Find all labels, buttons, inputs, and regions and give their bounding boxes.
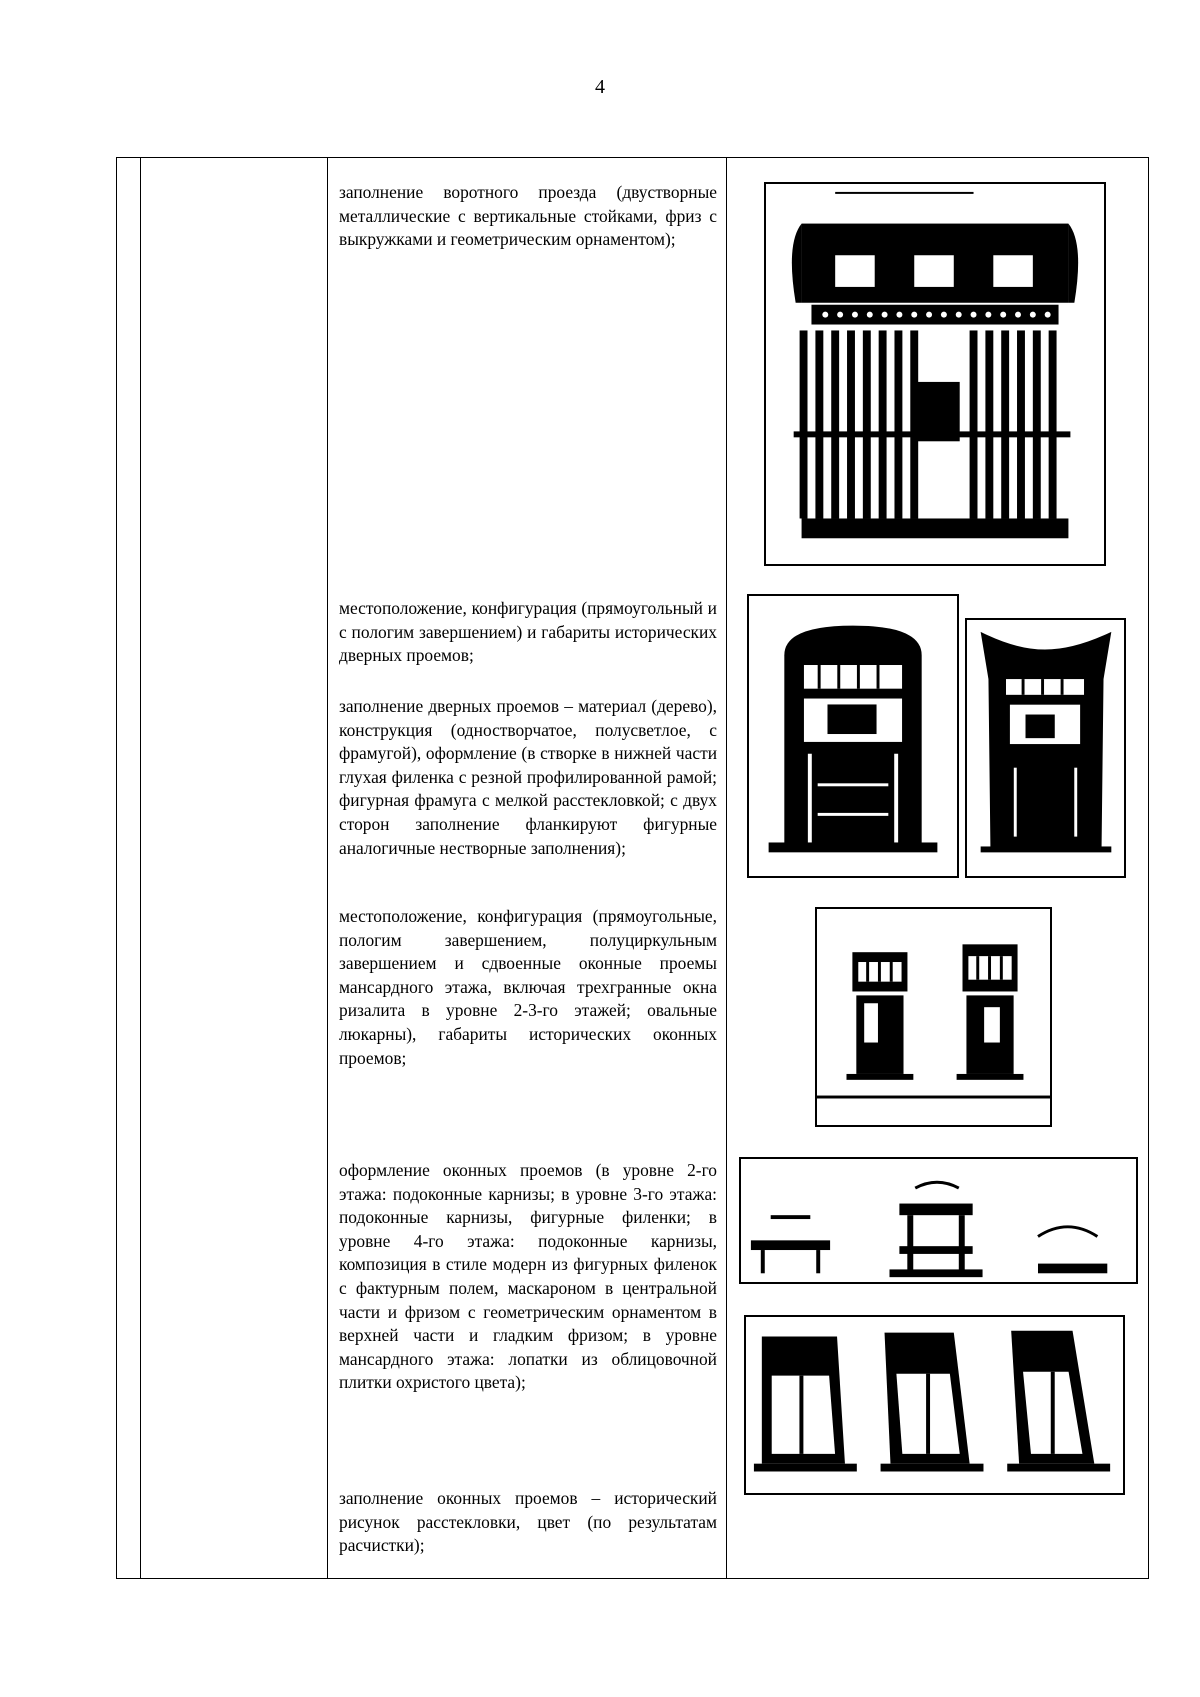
description-text: заполнение оконных проемов – исторический рисунок расстекловки, цвет (по результатам расчистки); <box>339 1488 717 1556</box>
gate-photo <box>764 182 1106 566</box>
page-number: 4 <box>595 76 605 98</box>
description-text: заполнение воротного проезда (двустворные металлические с вертикальные стойками, фриз с выкружками и геометрическим орнаментом); <box>339 182 717 250</box>
window-sills-photo <box>739 1157 1138 1284</box>
window-decoration-description <box>339 1159 717 1395</box>
windows-perspective-photo <box>744 1315 1125 1495</box>
description-text: оформление оконных проемов (в уровне 2-го этажа: подоконные карнизы; в уровне 3-го этажа: подоконные карнизы, фигурные филенки; в уровне 4-го этажа: подоконные карнизы, композиция в стиле модерн из фигурных филенок с фактурным полем, маскароном в центральной части и фризом с геометрическим орнаментом в верхней части и гладким фризом; в уровне мансардного этажа: лопатки из облицовочной плитки охристого цвета); <box>339 1160 717 1393</box>
window-fill-description <box>339 1487 717 1558</box>
window-openings-description <box>339 905 717 1070</box>
door-flared-photo <box>965 618 1126 878</box>
windows-photo <box>815 907 1052 1127</box>
column-divider-1 <box>140 158 141 1578</box>
description-text: местоположение, конфигурация (прямоугольный и с пологим завершением) и габариты исторических дверных проемов; <box>339 598 717 666</box>
description-text: заполнение дверных проемов – материал (дерево), конструкция (одностворчатое, полусветлое, с фрамугой), оформление (в створке в нижней части глухая филенка с резной профилированной рамой; фигурная фрамуга с мелкой расстекловкой; с двух сторон заполнение фланкируют фигурные аналогичные нестворные заполнения); <box>339 696 717 858</box>
door-openings-description <box>339 597 717 668</box>
description-text: местоположение, конфигурация (прямоугольные, пологим завершением, полуциркульным завершением и сдвоенные оконные проемы мансардного этажа, включая трехгранные окна ризалита в уровне 2-3-го этажей; овальные люкарны), габариты исторических оконных проемов; <box>339 906 717 1068</box>
column-divider-2 <box>327 158 328 1578</box>
gate-description <box>339 181 717 252</box>
column-divider-3 <box>726 158 727 1578</box>
door-fill-description <box>339 695 717 860</box>
door-arched-photo <box>747 594 959 878</box>
